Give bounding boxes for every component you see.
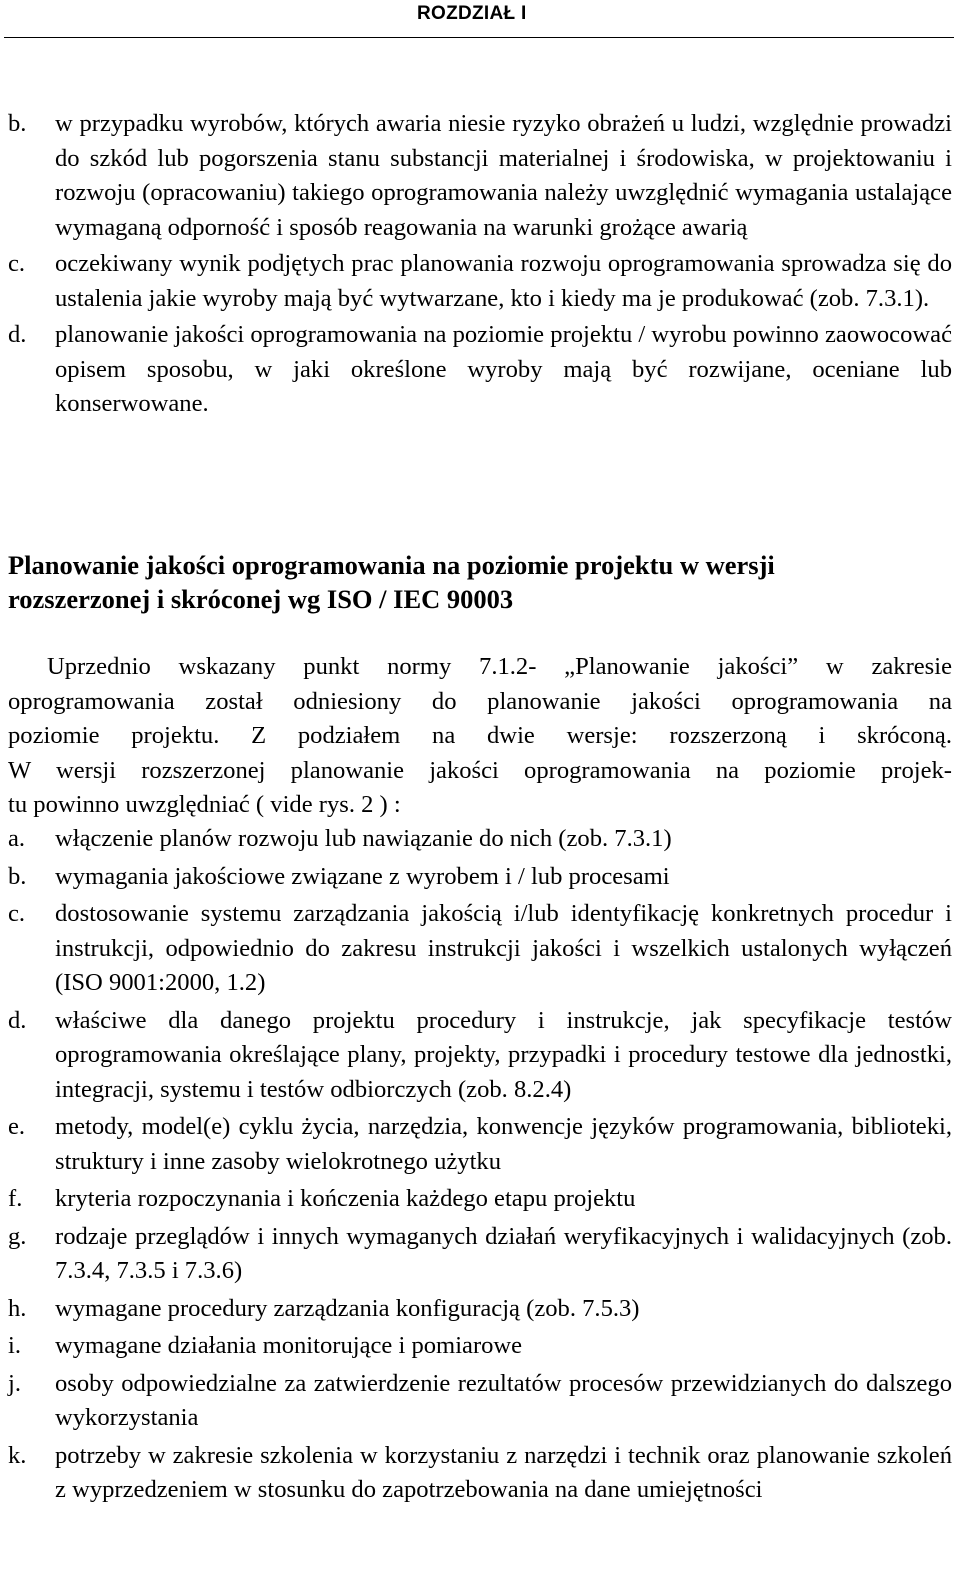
section-heading [8, 548, 948, 616]
list-item [8, 318, 952, 422]
item-text: planowanie jakości oprogramowania na poziomie projektu / wyrobu powinno zaowocować opisem sposobu, w jaki określone wyroby mają być rozwijane, oceniane lub konserwowane. [55, 321, 952, 417]
item-letter: e. [8, 1113, 26, 1140]
item-letter: c. [8, 900, 26, 927]
item-text: w przypadku wyrobów, których awaria niesie ryzyko obrażeń u ludzi, względnie prowadzi do szkód lub pogorszenia stanu substancji materialnej i środowiska, w projektowaniu i rozwoju (opracowaniu) takiego oprogramowania należy uwzględnić wymagania ustalające wymaganą odporność i sposób reagowania na warunki grożące awarią [55, 110, 952, 241]
item-text: wymagane procedury zarządzania konfiguracją (zob. 7.5.3) [55, 1294, 640, 1322]
list-item [8, 1110, 952, 1179]
intro-line: poziomie projektu. Z podziałem na dwie wersje: rozszerzoną i skróconą. [8, 722, 952, 749]
intro-line: oprogramowania został odniesiony do planowanie jakości oprogramowania na [8, 687, 952, 715]
intro-line: Uprzednio wskazany punkt normy 7.1.2- „Planowanie jakości” w zakresie [47, 653, 952, 680]
item-text: wymagania jakościowe związane z wyrobem i / lub procesami [55, 862, 670, 890]
list-item [8, 1292, 952, 1327]
item-letter: k. [8, 1441, 27, 1469]
list-item [8, 860, 952, 895]
list-item [8, 897, 952, 1001]
list-top [8, 107, 952, 424]
item-text: dostosowanie systemu zarządzania jakością i/lub identyfikację konkretnych procedur i instrukcji, odpowiednio do zakresu instrukcji jakości i wszelkich ustalonych wyłączeń (ISO 9001:2000, 1.2) [55, 900, 952, 996]
item-letter: h. [8, 1294, 27, 1322]
section-heading-line-2: rozszerzonej i skróconej wg ISO / IEC 90003 [8, 584, 514, 614]
item-text: rodzaje przeglądów i innych wymaganych działań weryfikacyjnych i walidacyjnych (zob. 7.3.4, 7.3.5 i 7.3.6) [55, 1222, 952, 1284]
item-text: metody, model(e) cyklu życia, narzędzia, konwencje języków programowania, biblioteki, struktury i inne zasoby wielokrotnego użytku [55, 1113, 952, 1175]
intro-line: tu powinno uwzględniać ( vide rys. 2 ) : [8, 791, 401, 818]
intro-paragraph [8, 650, 952, 823]
list-bottom [8, 822, 952, 1511]
chapter-title: ROZDZIAŁ I [417, 3, 527, 24]
list-item [8, 1220, 952, 1289]
list-item [8, 107, 952, 245]
intro-line: W wersji rozszerzonej planowanie jakości oprogramowania na poziomie projek- [8, 756, 952, 784]
item-letter: f. [8, 1185, 23, 1212]
item-letter: j. [8, 1369, 21, 1397]
item-letter: b. [8, 110, 27, 137]
item-text: potrzeby w zakresie szkolenia w korzystaniu z narzędzi i technik oraz planowanie szkoleń z wyprzedzeniem w stosunku do zapotrzebowania na dane umiejętności [55, 1441, 952, 1503]
item-letter: c. [8, 250, 26, 277]
section-heading-line-1: Planowanie jakości oprogramowania na poziomie projektu w wersji [8, 550, 775, 580]
list-item [8, 822, 952, 857]
item-text: wymagane działania monitorujące i pomiarowe [55, 1332, 523, 1359]
item-letter: b. [8, 862, 27, 890]
item-letter: a. [8, 825, 26, 852]
item-text: osoby odpowiedzialne za zatwierdzenie rezultatów procesów przewidzianych do dalszego wykorzystania [55, 1369, 952, 1431]
item-letter: g. [8, 1222, 27, 1250]
list-item [8, 1367, 952, 1436]
item-text: właściwe dla danego projektu procedury i instrukcje, jak specyfikacje testów oprogramowania określające plany, projekty, przypadki i procedury testowe dla jednostki, integracji, systemu i testów odbiorczych (zob. 8.2.4) [55, 1006, 952, 1103]
item-letter: d. [8, 1006, 27, 1034]
item-letter: d. [8, 321, 27, 348]
list-item [8, 1439, 952, 1508]
page-header [0, 0, 960, 38]
item-text: oczekiwany wynik podjętych prac planowania rozwoju oprogramowania sprowadza się do ustalenia jakie wyroby mają być wytwarzane, kto i kiedy ma je produkować (zob. 7.3.1). [55, 250, 952, 312]
list-item [8, 1182, 952, 1217]
header-divider [4, 37, 954, 38]
list-item [8, 247, 952, 316]
item-letter: i. [8, 1332, 21, 1359]
item-text: kryteria rozpoczynania i kończenia każdego etapu projektu [55, 1185, 636, 1212]
item-text: włączenie planów rozwoju lub nawiązanie do nich (zob. 7.3.1) [55, 825, 672, 852]
list-item [8, 1329, 952, 1364]
list-item [8, 1004, 952, 1108]
